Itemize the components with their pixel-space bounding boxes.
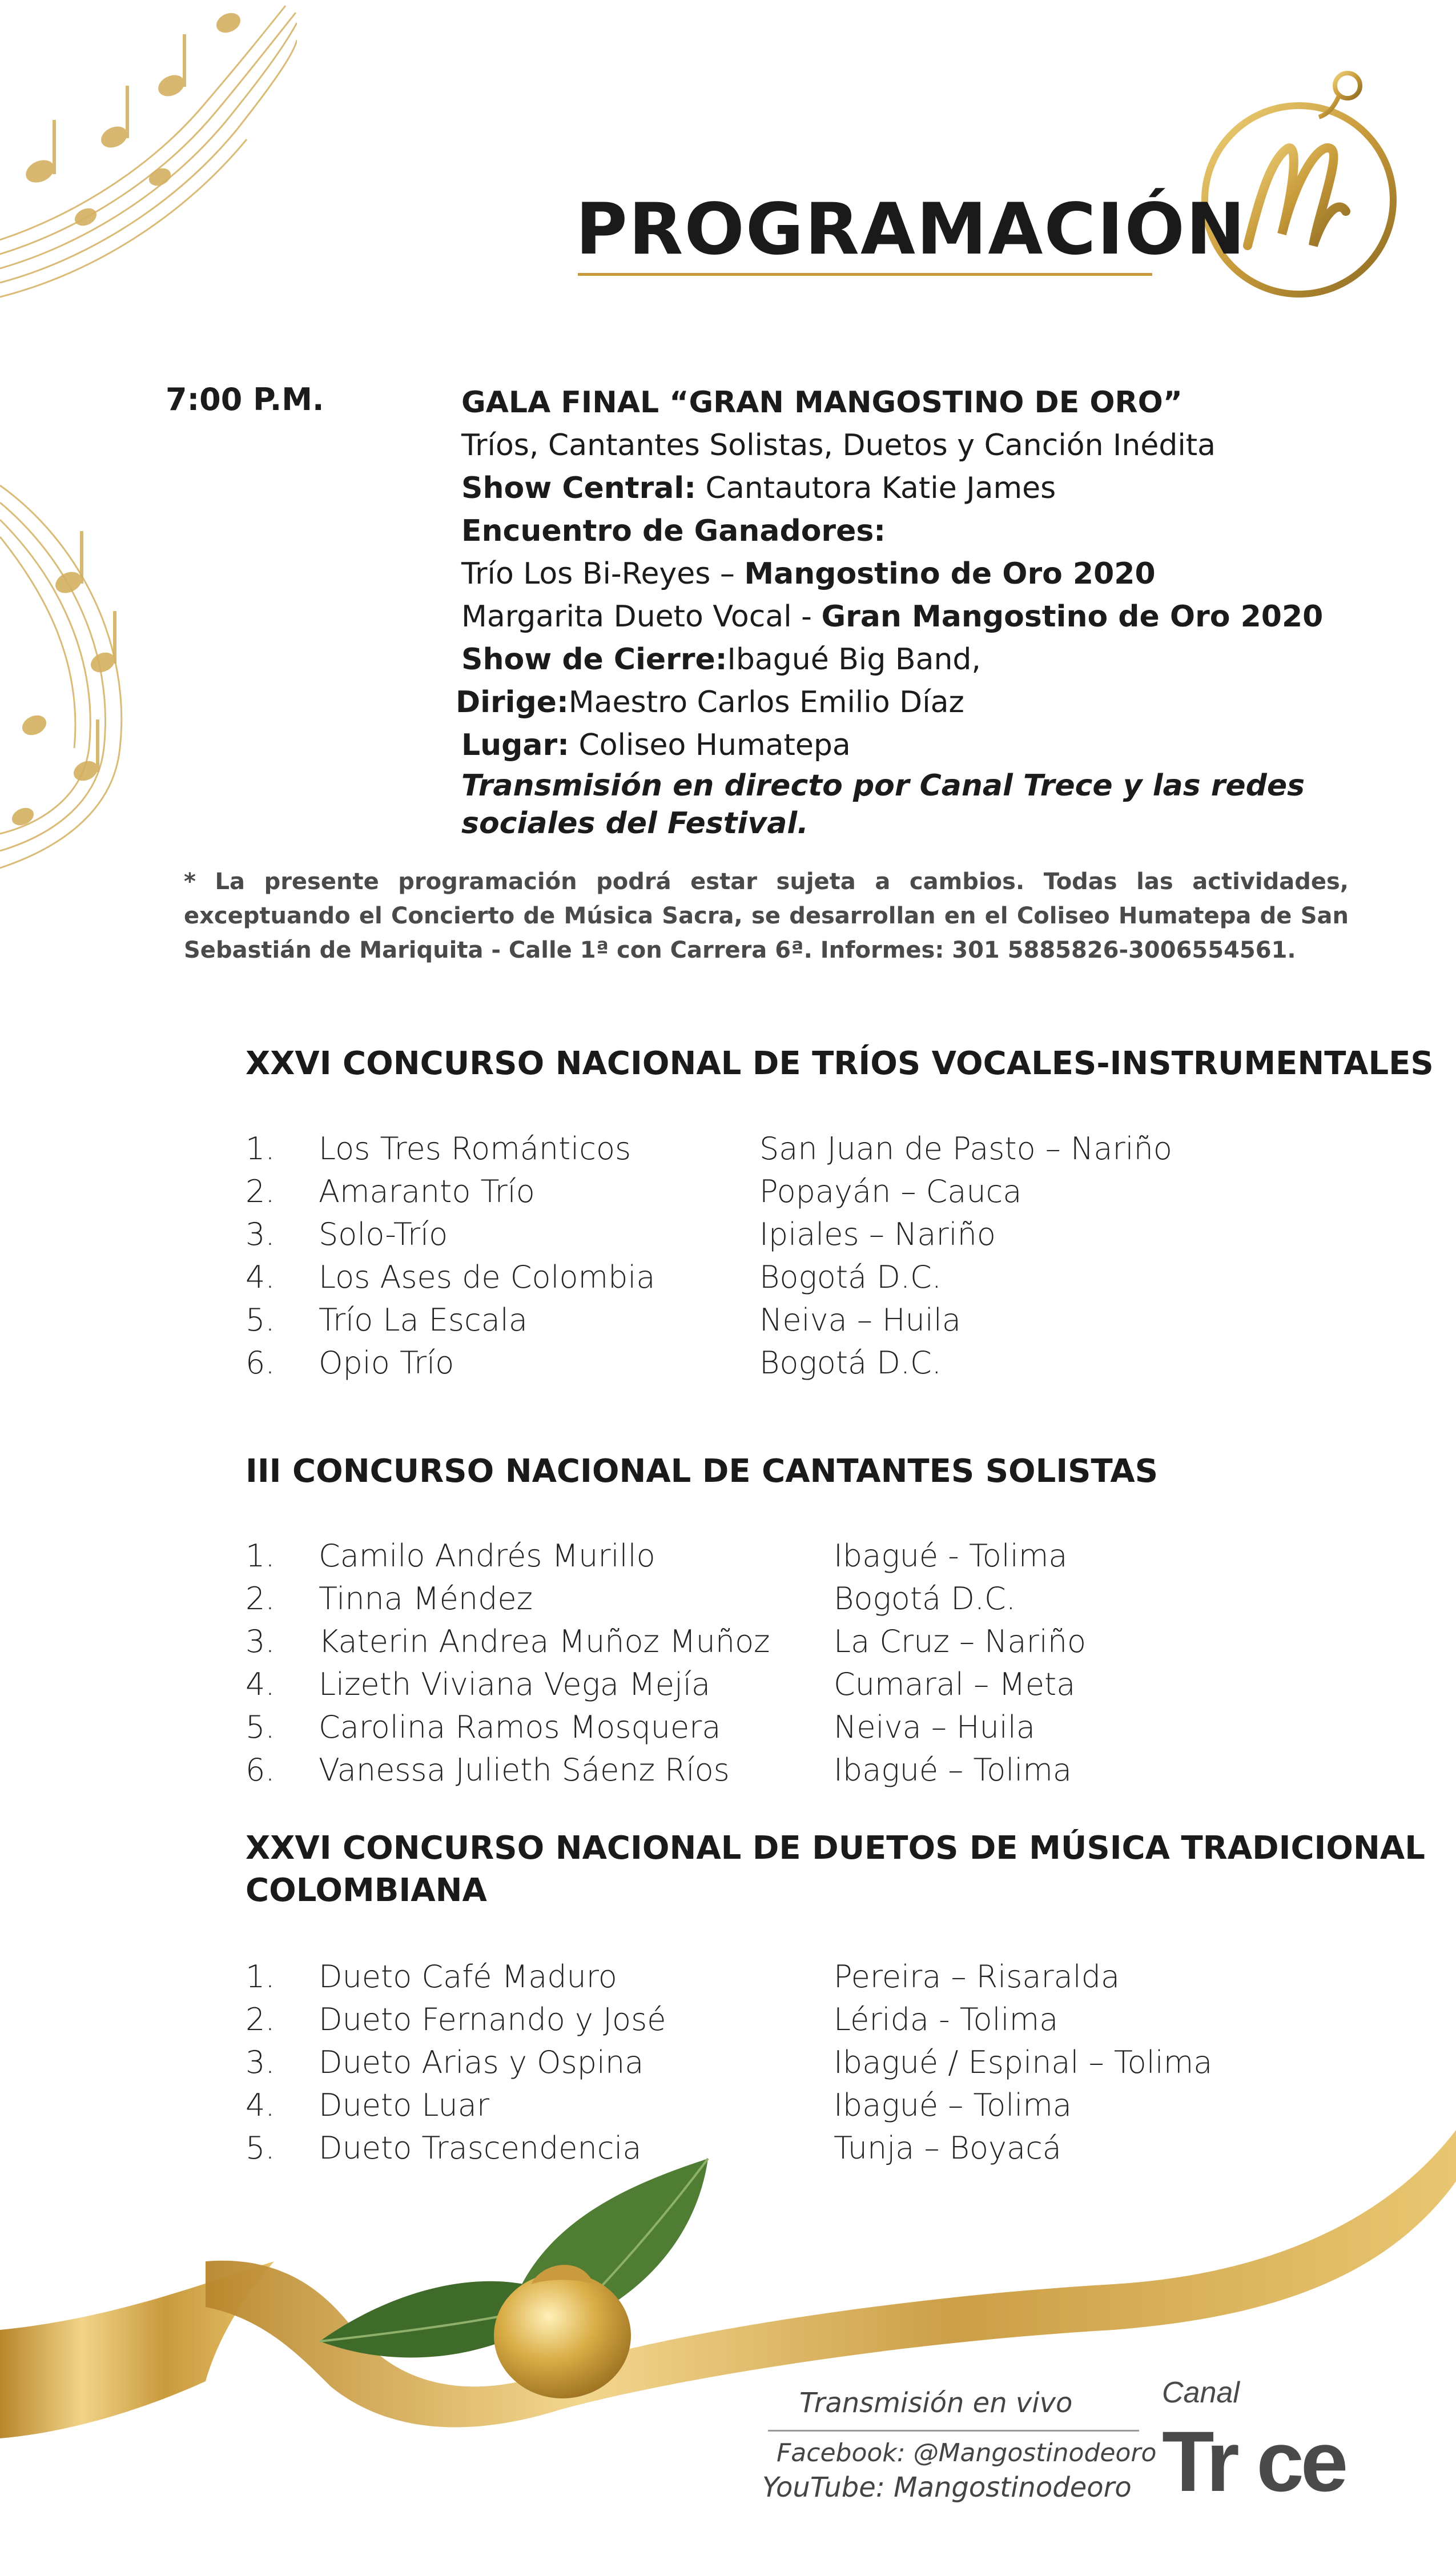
dirige-value: Maestro Carlos Emilio Díaz [568, 685, 964, 720]
list-item: 1. Camilo Andrés Murillo Ibagué - Tolima [246, 1538, 1068, 1574]
list-item: 2. Amaranto Trío Popayán – Cauca [246, 1174, 1022, 1209]
categories-line: Tríos, Cantantes Solistas, Duetos y Canción Inédita [461, 428, 1216, 463]
solistas-list [246, 1538, 1273, 1795]
winner2-award: Gran Mangostino de Oro 2020 [821, 600, 1324, 634]
list-item: 3. Dueto Arias y Ospina Ibagué / Espinal – Tolima [246, 2044, 1213, 2080]
list-item: 3. Katerin Andrea Muñoz Muñoz La Cruz – Nariño [246, 1623, 1087, 1659]
list-item: 4. Dueto Luar Ibagué – Tolima [246, 2087, 1072, 2123]
broadcast-note: Transmisión en directo por Canal Trece y las redes sociales del Festival. [461, 769, 1305, 841]
footer-divider [768, 2430, 1139, 2432]
trios-list [246, 1131, 1216, 1388]
canal-label: Canal [1162, 2376, 1240, 2409]
show-central-value: Cantautora Katie James [705, 471, 1056, 505]
trios-section-title: XXVI CONCURSO NACIONAL DE TRÍOS VOCALES-INSTRUMENTALES [246, 1045, 1434, 1082]
list-item: 1. Dueto Café Maduro Pereira – Risaralda [246, 1959, 1120, 1995]
list-item: 4. Los Ases de Colombia Bogotá D.C. [246, 1259, 942, 1295]
event-time: 7:00 P.M. [166, 381, 324, 417]
winner1-award: Mangostino de Oro 2020 [744, 557, 1156, 591]
canal-trece-logo: Tr ce [1162, 2413, 1345, 2509]
list-item: 6. Opio Trío Bogotá D.C. [246, 1345, 942, 1381]
mangostino-logo-icon [1196, 63, 1402, 308]
live-label: Transmisión en vivo [799, 2387, 1073, 2419]
cierre-label: Show de Cierre: [461, 642, 727, 677]
show-central-label: Show Central: [461, 471, 696, 505]
winner2-name: Margarita Dueto Vocal - [461, 600, 812, 634]
music-notes-decoration-top [0, 0, 297, 308]
program-details [456, 381, 1398, 842]
list-item: 5. Carolina Ramos Mosquera Neiva – Huila [246, 1709, 1035, 1745]
page-title: PROGRAMACIÓN [576, 188, 1246, 271]
music-notes-decoration-left [0, 474, 148, 874]
dirige-label: Dirige: [456, 685, 569, 720]
cierre-value: Ibagué Big Band, [727, 642, 981, 677]
encuentro-label: Encuentro de Ganadores: [461, 514, 886, 548]
lugar-value: Coliseo Humatepa [578, 728, 851, 762]
list-item: 6. Vanessa Julieth Sáenz Ríos Ibagué – Tolima [246, 1752, 1072, 1788]
duetos-title-line1: XXVI CONCURSO NACIONAL DE DUETOS DE MÚSICA TRADICIONAL [246, 1830, 1425, 1867]
list-item: 3. Solo-Trío Ipiales – Nariño [246, 1216, 996, 1252]
disclaimer-note: * La presente programación podrá estar sujeta a cambios. Todas las actividades, exceptuando el Concierto de Música Sacra, se desarrollan en el Coliseo Humatepa de San Sebastián de Mariquita - Calle 1ª con Carrera 6ª. Informes: 301 5885826-3006554561. [184, 869, 1349, 963]
list-item: 5. Trío La Escala Neiva – Huila [246, 1302, 961, 1338]
list-item: 4. Lizeth Viviana Vega Mejía Cumaral – Meta [246, 1666, 1076, 1702]
facebook-link[interactable]: Facebook: @Mangostinodeoro [777, 2438, 1157, 2467]
lugar-label: Lugar: [461, 728, 569, 762]
winner1-name: Trío Los Bi-Reyes – [461, 557, 735, 591]
list-item: 5. Dueto Trascendencia Tunja – Boyacá [246, 2130, 1061, 2166]
list-item: 1. Los Tres Románticos San Juan de Pasto – Nariño [246, 1131, 1172, 1167]
duetos-section-title [246, 1827, 1425, 1912]
youtube-link[interactable]: YouTube: Mangostinodeoro [762, 2471, 1132, 2503]
title-divider [578, 273, 1152, 276]
solistas-section-title: III CONCURSO NACIONAL DE CANTANTES SOLISTAS [246, 1453, 1159, 1490]
list-item: 2. Tinna Méndez Bogotá D.C. [246, 1581, 1016, 1617]
gala-title: GALA FINAL “GRAN MANGOSTINO DE ORO” [461, 385, 1183, 420]
list-item: 2. Dueto Fernando y José Lérida - Tolima [246, 2002, 1059, 2037]
duetos-title-line2: COLOMBIANA [246, 1872, 487, 1909]
